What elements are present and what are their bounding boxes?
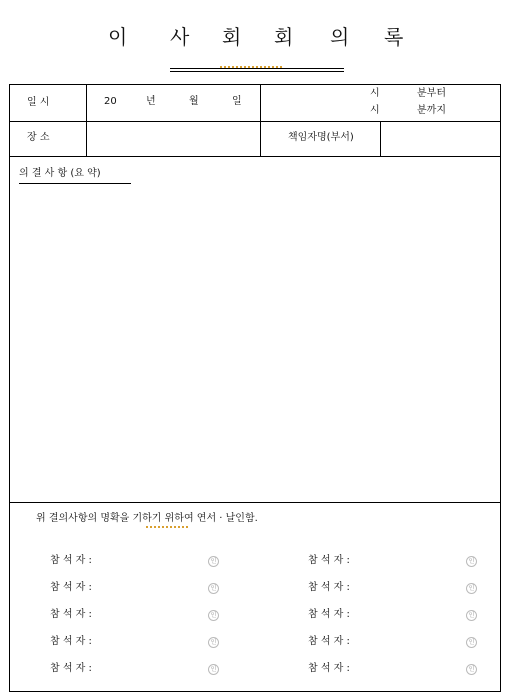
hour-from-label: 시 bbox=[370, 88, 380, 99]
year-label: 년 bbox=[146, 96, 156, 107]
seal-mark: 인 bbox=[208, 583, 219, 594]
title-underline-double bbox=[170, 71, 344, 72]
seal-mark: 인 bbox=[466, 664, 477, 675]
section-underline bbox=[19, 183, 131, 184]
spellcheck-mark bbox=[146, 526, 190, 528]
title-char-3: 회 bbox=[222, 25, 242, 49]
title-char-4: 회 bbox=[274, 25, 294, 49]
seal-mark: 인 bbox=[208, 664, 219, 675]
spellcheck-mark bbox=[220, 66, 282, 68]
writer-label: 책임자명(부서) bbox=[288, 132, 354, 143]
title-char-5: 의 bbox=[330, 25, 350, 49]
title-underline bbox=[170, 68, 344, 69]
col-divider bbox=[86, 85, 87, 156]
seal-mark: 인 bbox=[466, 637, 477, 648]
col-divider bbox=[260, 85, 261, 156]
attendee-label: 참 석 자 : bbox=[50, 582, 92, 593]
to-label: 분까지 bbox=[417, 105, 446, 116]
attendee-label: 참 석 자 : bbox=[308, 609, 350, 620]
minutes-form bbox=[9, 84, 501, 692]
seal-mark: 인 bbox=[466, 556, 477, 567]
attendee-label: 참 석 자 : bbox=[308, 582, 350, 593]
attendee-label: 참 석 자 : bbox=[308, 663, 350, 674]
row-divider bbox=[10, 502, 500, 503]
title-char-6: 록 bbox=[384, 25, 404, 49]
seal-mark: 인 bbox=[466, 583, 477, 594]
attendee-label: 참 석 자 : bbox=[308, 636, 350, 647]
decision-section-label: 의 결 사 항 (요 약) bbox=[19, 168, 101, 179]
date-label: 일 시 bbox=[27, 97, 50, 108]
decision-section-title bbox=[19, 161, 101, 180]
row-divider bbox=[10, 121, 500, 122]
from-label: 분부터 bbox=[417, 88, 446, 99]
seal-mark: 인 bbox=[208, 610, 219, 621]
signature-statement: 위 결의사항의 명확을 기하기 위하여 연서 · 날인함. bbox=[36, 513, 258, 524]
attendee-label: 참 석 자 : bbox=[50, 555, 92, 566]
title-char-2: 사 bbox=[170, 25, 190, 49]
month-label: 월 bbox=[189, 96, 199, 107]
place-label: 장 소 bbox=[27, 132, 50, 143]
col-divider bbox=[380, 121, 381, 156]
date-prefix: 20 bbox=[104, 96, 117, 107]
attendee-label: 참 석 자 : bbox=[50, 636, 92, 647]
attendee-label: 참 석 자 : bbox=[50, 609, 92, 620]
seal-mark: 인 bbox=[466, 610, 477, 621]
document-title bbox=[0, 22, 508, 62]
attendee-label: 참 석 자 : bbox=[50, 663, 92, 674]
seal-mark: 인 bbox=[208, 556, 219, 567]
day-label: 일 bbox=[232, 96, 242, 107]
hour-to-label: 시 bbox=[370, 105, 380, 116]
seal-mark: 인 bbox=[208, 637, 219, 648]
row-divider bbox=[10, 156, 500, 157]
title-char-1: 이 bbox=[108, 25, 128, 49]
attendee-label: 참 석 자 : bbox=[308, 555, 350, 566]
